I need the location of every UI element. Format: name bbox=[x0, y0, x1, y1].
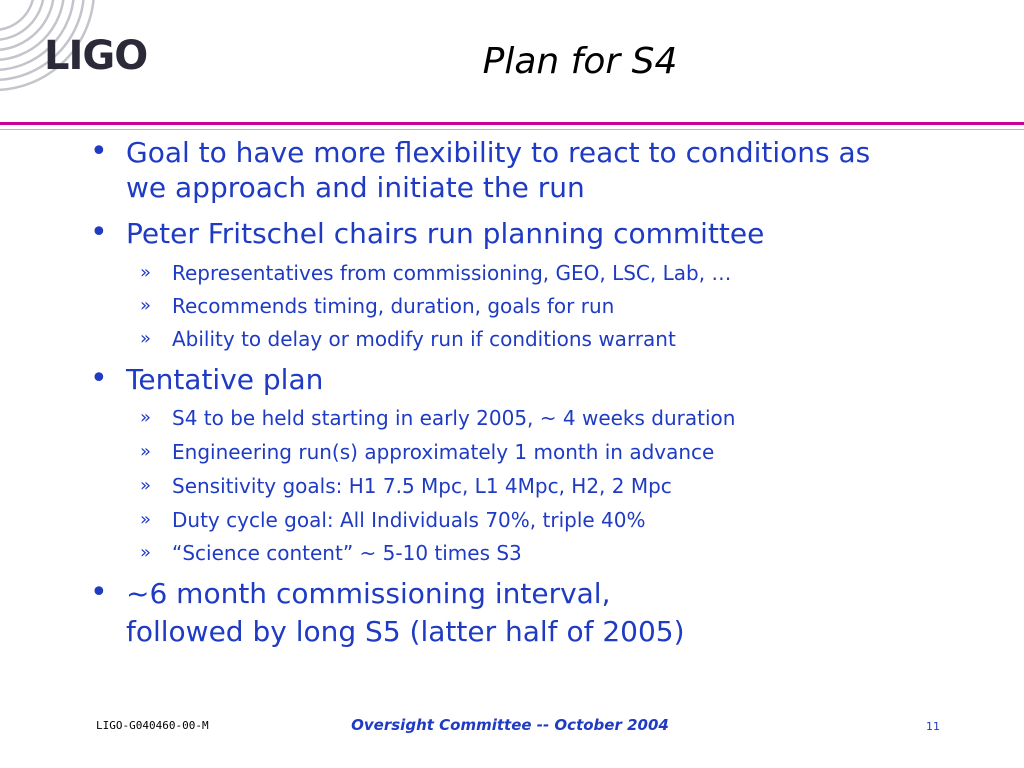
sub-bullet-text: Sensitivity goals: H1 7.5 Mpc, L1 4Mpc, H2, 2 Mpc bbox=[172, 474, 672, 498]
header-rule bbox=[0, 122, 1024, 125]
sub-bullet-item bbox=[140, 406, 972, 430]
chevron-icon: » bbox=[140, 509, 152, 530]
chevron-icon: » bbox=[140, 441, 152, 462]
bullet-item bbox=[90, 215, 986, 251]
bullet-dot-icon: • bbox=[90, 361, 108, 396]
sub-bullet-item bbox=[140, 541, 972, 565]
bullet-item bbox=[90, 575, 986, 611]
bullet-continuation: we approach and initiate the run bbox=[126, 171, 585, 204]
chevron-icon: » bbox=[140, 295, 152, 316]
chevron-icon: » bbox=[140, 542, 152, 563]
bullet-item bbox=[90, 134, 986, 170]
sub-bullet-item bbox=[140, 261, 972, 285]
chevron-icon: » bbox=[140, 328, 152, 349]
sub-bullet-item bbox=[140, 327, 972, 351]
bullet-continuation: followed by long S5 (latter half of 2005) bbox=[126, 615, 685, 648]
sub-bullet-text: S4 to be held starting in early 2005, ~ 4 weeks duration bbox=[172, 406, 736, 430]
chevron-icon: » bbox=[140, 407, 152, 428]
sub-bullet-item bbox=[140, 508, 972, 532]
document-id: LIGO-G040460-00-M bbox=[96, 719, 209, 732]
sub-bullet-item bbox=[140, 474, 972, 498]
sub-bullet-text: Duty cycle goal: All Individuals 70%, triple 40% bbox=[172, 508, 646, 532]
bullet-item bbox=[90, 361, 986, 397]
ligo-logo: LIGO bbox=[44, 33, 148, 79]
sub-bullet-text: Representatives from commissioning, GEO, LSC, Lab, … bbox=[172, 261, 732, 285]
bullet-text: Tentative plan bbox=[126, 363, 324, 396]
sub-bullet-text: “Science content” ~ 5-10 times S3 bbox=[172, 541, 522, 565]
header-rule-thin bbox=[0, 129, 1024, 130]
slide-title: Plan for S4 bbox=[482, 41, 678, 82]
footer-caption: Oversight Committee -- October 2004 bbox=[351, 716, 669, 734]
bullet-dot-icon: • bbox=[90, 215, 108, 250]
chevron-icon: » bbox=[140, 475, 152, 496]
sub-bullet-text: Ability to delay or modify run if conditions warrant bbox=[172, 327, 676, 351]
sub-bullet-text: Engineering run(s) approximately 1 month in advance bbox=[172, 440, 715, 464]
sub-bullet-item bbox=[140, 440, 972, 464]
chevron-icon: » bbox=[140, 262, 152, 283]
sub-bullet-item bbox=[140, 294, 972, 318]
sub-bullet-text: Recommends timing, duration, goals for run bbox=[172, 294, 615, 318]
bullet-dot-icon: • bbox=[90, 575, 108, 610]
bullet-dot-icon: • bbox=[90, 134, 108, 169]
bullet-text: Goal to have more flexibility to react to conditions as bbox=[126, 136, 871, 169]
bullet-text: Peter Fritschel chairs run planning committee bbox=[126, 217, 765, 250]
page-number: 11 bbox=[926, 720, 940, 733]
bullet-text: ~6 month commissioning interval, bbox=[126, 577, 611, 610]
